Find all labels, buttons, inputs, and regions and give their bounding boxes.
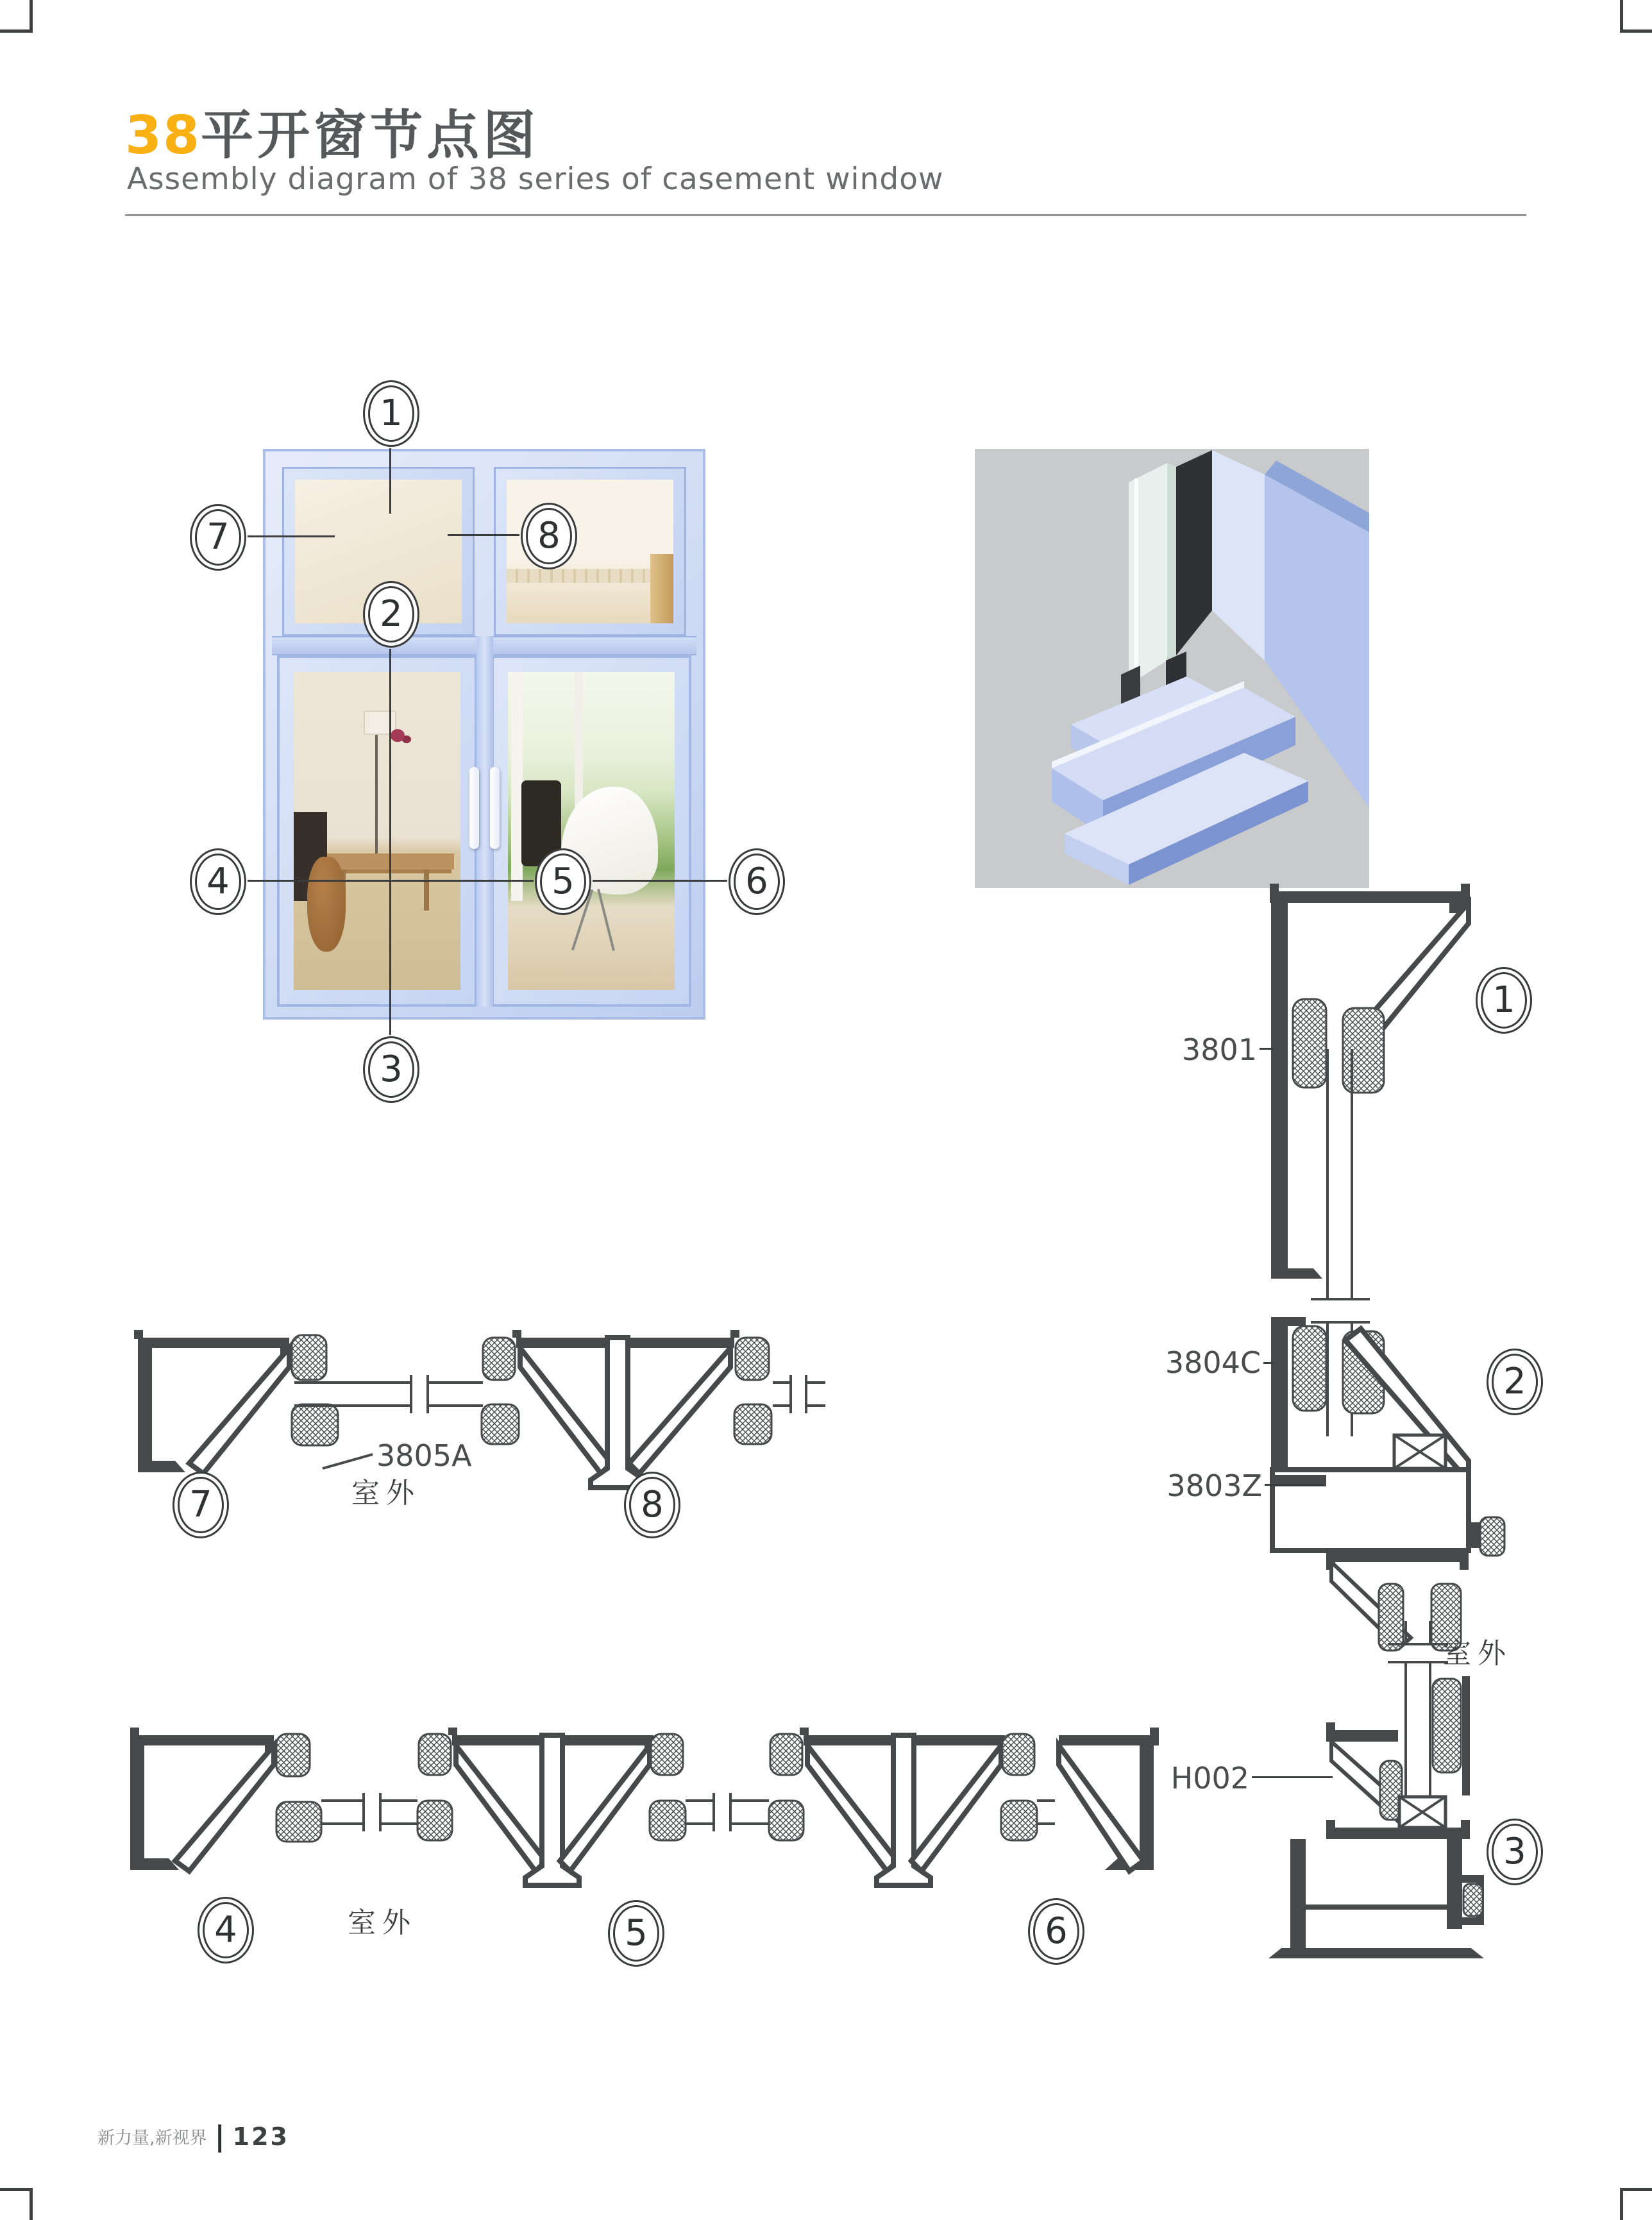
- section-callout-circle-6: [1028, 1898, 1084, 1965]
- outdoor-label-right-section: 室外: [1443, 1637, 1512, 1670]
- part-label-leader-3804C: [1263, 1362, 1274, 1364]
- callout-number: 2: [380, 593, 403, 635]
- callout-circle-3: [363, 1036, 419, 1103]
- window-handle-left: [469, 767, 479, 849]
- footer: [97, 2120, 289, 2153]
- crop-mark-bottom-left-v: [30, 2188, 33, 2220]
- callout-number: 8: [641, 1484, 664, 1526]
- footer-page-number: 123: [232, 2122, 289, 2151]
- footer-divider: |: [214, 2120, 225, 2153]
- section-transom-3804C: [1271, 1317, 1504, 1556]
- callout-circle-4: [190, 848, 246, 915]
- section-left-jamb: [134, 1330, 338, 1474]
- crop-mark-top-left-v: [30, 0, 33, 32]
- leader-line-5-6: [593, 880, 727, 882]
- outdoor-label-top-section: 室外: [351, 1477, 421, 1509]
- title-series-number: 38: [125, 105, 201, 166]
- section-callout-circle-7: [173, 1472, 229, 1538]
- callout-number: 1: [380, 392, 403, 434]
- callout-number: 1: [1492, 979, 1515, 1021]
- callout-number: 2: [1503, 1361, 1526, 1402]
- callout-number: 5: [625, 1912, 648, 1954]
- section-right-jamb: [1037, 1728, 1159, 1871]
- crop-mark-bottom-left-h: [0, 2188, 33, 2191]
- section-callout-circle-8: [624, 1472, 680, 1538]
- part-label-leader-3803Z: [1265, 1484, 1324, 1486]
- scene-stump: [307, 857, 346, 952]
- section-callout-circle-5: [608, 1900, 664, 1967]
- section-drawing-sill-horizontal: [125, 1725, 1164, 1911]
- leader-line-7: [248, 535, 335, 537]
- fixed-pane-right-frame: [494, 467, 686, 636]
- section-drawing-head-horizontal: [125, 1308, 850, 1520]
- section-meeting-stile-left: [417, 1728, 686, 1885]
- callout-circle-6: [729, 848, 785, 915]
- profile-3d-render: [975, 449, 1369, 888]
- scene-chair-leg2: [597, 889, 615, 951]
- callout-number: 5: [552, 861, 575, 902]
- leader-line-2-3: [389, 649, 391, 1035]
- callout-number: 3: [1503, 1831, 1526, 1872]
- callout-number: 4: [214, 1909, 237, 1951]
- part-label-3803Z: 3803Z: [1167, 1468, 1262, 1503]
- callout-number: 6: [1045, 1910, 1068, 1952]
- footer-slogan: 新力量,新视界: [97, 2128, 207, 2148]
- scene-curtain: [650, 554, 673, 623]
- callout-circle-8: [521, 503, 577, 569]
- page-title: [125, 94, 539, 169]
- part-label-leader-3805A: [323, 1454, 373, 1468]
- callout-number: 7: [189, 1484, 212, 1526]
- leader-line-1: [389, 448, 391, 514]
- scene-flowers: [391, 729, 405, 742]
- casement-right-glass: [508, 672, 675, 990]
- part-label-3805A: 3805A: [376, 1438, 472, 1473]
- section-callout-circle-1: [1476, 967, 1532, 1034]
- window-handle-right: [490, 767, 500, 849]
- title-text-cn: 平开窗节点图: [201, 105, 540, 166]
- casement-left-glass: [294, 672, 460, 990]
- callout-number: 6: [745, 861, 768, 902]
- section-glass-run2: [686, 1793, 769, 1831]
- callout-number: 4: [206, 861, 230, 902]
- part-label-3801: 3801: [1181, 1032, 1257, 1067]
- section-sill-frame: [1268, 1820, 1484, 1958]
- scene-lamp-pole: [375, 723, 378, 862]
- leader-line-8: [448, 534, 519, 536]
- section-callout-circle-4: [198, 1897, 254, 1964]
- crop-mark-top-right-v: [1620, 0, 1623, 32]
- part-label-3804C: 3804C: [1165, 1345, 1261, 1380]
- callout-circle-5: [535, 848, 591, 915]
- section-left-jamb: [130, 1728, 321, 1871]
- casement-left-frame: [277, 655, 477, 1007]
- section-glass-run: [321, 1793, 417, 1831]
- callout-number: 7: [206, 516, 230, 558]
- section-meeting-stile-right: [769, 1728, 1037, 1885]
- leader-line-4-5: [248, 880, 534, 882]
- crop-mark-top-left-h: [0, 29, 33, 33]
- callout-circle-2: [363, 581, 419, 648]
- callout-number: 3: [380, 1048, 403, 1090]
- callout-number: 8: [537, 515, 560, 557]
- page-subtitle: Assembly diagram of 38 series of casement window: [127, 162, 944, 197]
- section-glass-stub: [773, 1375, 825, 1413]
- part-label-leader-H002: [1252, 1776, 1333, 1778]
- crop-mark-top-right-h: [1620, 29, 1652, 33]
- part-label-leader-3801: [1260, 1048, 1274, 1050]
- section-head-frame-3801: [1270, 884, 1470, 1279]
- section-sash-H002: [1326, 1676, 1470, 1828]
- crop-mark-bottom-right-v: [1620, 2188, 1623, 2220]
- crop-mark-bottom-right-h: [1620, 2188, 1652, 2191]
- part-label-H002: H002: [1170, 1761, 1249, 1795]
- section-callout-circle-3: [1487, 1819, 1543, 1885]
- casement-right-frame: [491, 655, 691, 1007]
- callout-circle-1: [363, 380, 419, 447]
- section-callout-circle-2: [1487, 1349, 1543, 1415]
- header-divider-rule: [125, 214, 1526, 216]
- section-mullion-pair: [482, 1330, 771, 1488]
- callout-circle-7: [190, 504, 246, 571]
- outdoor-label-bottom-section: 室外: [348, 1906, 417, 1939]
- scene-table-leg2: [424, 870, 429, 911]
- scene-cornice: [507, 569, 673, 583]
